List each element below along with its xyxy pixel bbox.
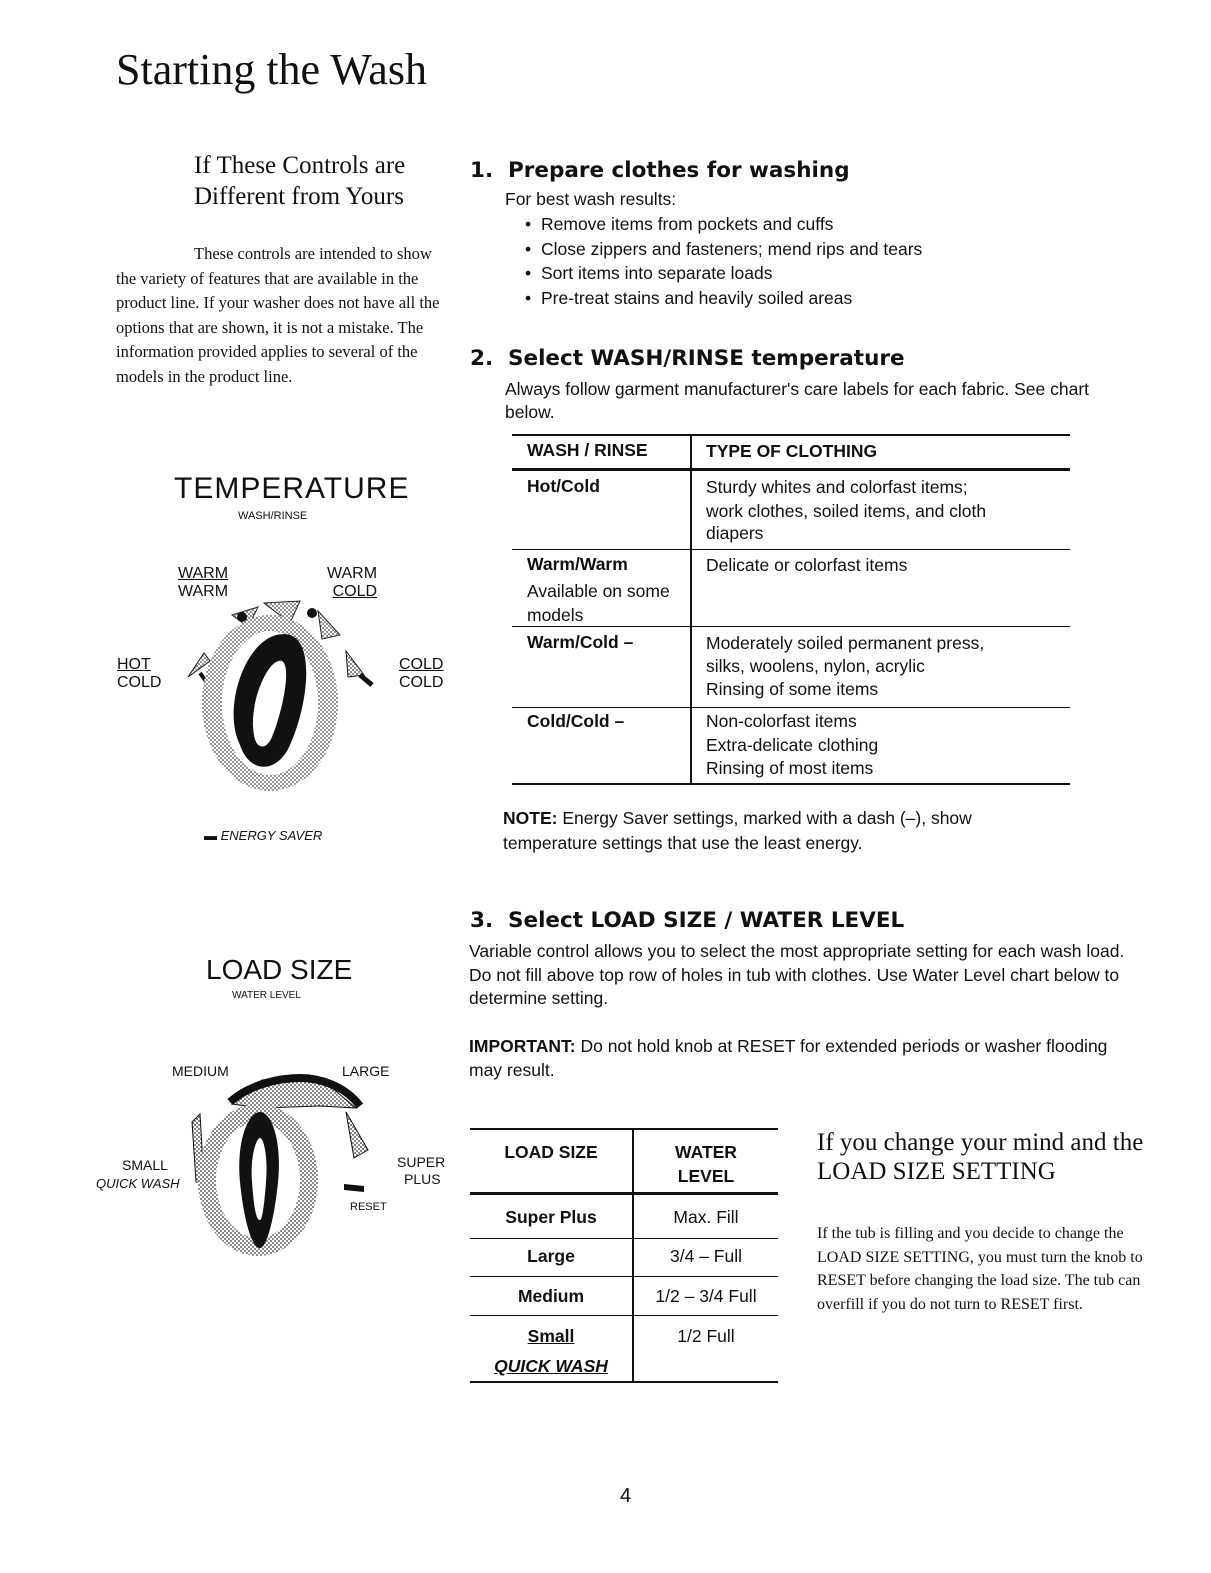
change-mind-heading: If you change your mind and the LOAD SIZE SETTING (817, 1129, 1144, 1185)
table-row-rule (512, 707, 1070, 708)
important-label: IMPORTANT: (469, 1036, 576, 1056)
table-cell: Rinsing of most items (706, 758, 874, 778)
temperature-dial-subtitle: WASH/RINSE (238, 510, 308, 522)
load-table-header-level: WATER LEVEL (675, 1142, 737, 1186)
table-cell: Warm/Cold – (527, 632, 634, 652)
dial-label-cold-cold: COLD COLD (399, 656, 444, 691)
dial-label-small: SMALL (122, 1157, 168, 1173)
table-cell: Super Plus (505, 1207, 597, 1227)
dial-label-quick-wash: QUICK WASH (96, 1176, 180, 1191)
temperature-dial-knob (150, 595, 400, 795)
list-item: • Sort items into separate loads (525, 261, 922, 286)
step1-intro: For best wash results: (505, 189, 677, 209)
step1-heading (470, 158, 850, 183)
load-size-dial-subtitle: WATER LEVEL (232, 990, 301, 1001)
step2-title: Select WASH/RINSE temperature (508, 346, 905, 371)
table-cell: 1/2 Full (677, 1326, 735, 1346)
list-item: • Pre-treat stains and heavily soiled areas (525, 286, 922, 311)
note-label: NOTE: (503, 808, 558, 828)
table-cell: diapers (706, 523, 764, 543)
table-row-rule (470, 1276, 778, 1277)
table-cell: Warm/Warm (527, 554, 628, 574)
table-row-rule (512, 626, 1070, 627)
table-top-rule (470, 1128, 778, 1130)
temperature-table (512, 432, 1072, 787)
page-title: Starting the Wash (116, 45, 427, 94)
step1-number: 1. (470, 158, 494, 183)
table-cell: Extra-delicate clothing (706, 735, 879, 755)
dial-label-hot-cold: HOT COLD (117, 656, 162, 691)
load-size-dial-knob (170, 1072, 400, 1262)
table-bottom-rule (512, 783, 1070, 785)
change-mind-body: If the tub is filling and you decide to change the LOAD SIZE SETTING, you must turn the knob to RESET before changing the load size. The tub can overfill if you do not turn to RESET first. (817, 1225, 1143, 1313)
step1-bullet-list (525, 212, 922, 310)
table-cell: Moderately soiled permanent press, (706, 633, 985, 653)
table-cell: Sturdy whites and colorfast items; (706, 477, 968, 497)
table-row-rule (512, 549, 1070, 550)
step2-number: 2. (470, 346, 494, 371)
temperature-dial-title: TEMPERATURE (174, 472, 410, 505)
temp-table-header-clothing: TYPE OF CLOTHING (706, 441, 878, 461)
table-cell: Delicate or colorfast items (706, 555, 908, 575)
dial-label-warm-cold: WARM COLD (327, 565, 378, 600)
step3-heading (470, 908, 904, 933)
table-cell: Max. Fill (673, 1207, 739, 1227)
table-cell: 1/2 – 3/4 Full (655, 1286, 757, 1306)
temp-table-header-setting: WASH / RINSE (527, 440, 648, 460)
list-item: • Remove items from pockets and cuffs (525, 212, 922, 237)
table-cell: work clothes, soiled items, and cloth (706, 501, 987, 521)
step2-text: Always follow garment manufacturer's care labels for each fabric. See chart below. (505, 379, 1090, 422)
dial-label-large: LARGE (342, 1063, 390, 1079)
step3-title: Select LOAD SIZE / WATER LEVEL (508, 908, 905, 933)
important-text: IMPORTANT: Do not hold knob at RESET for extended periods or washer flooding may result. (469, 1036, 1108, 1080)
controls-note-heading: If These Controls are Different from Yours (194, 152, 406, 210)
dial-label-plus: PLUS (404, 1171, 441, 1187)
table-row-rule (470, 1238, 778, 1239)
load-size-dial-title: LOAD SIZE (206, 954, 353, 985)
step3-number: 3. (470, 908, 494, 933)
table-cell: silks, woolens, nylon, acrylic (706, 656, 925, 676)
table-cell: Hot/Cold (527, 476, 600, 496)
dial-label-reset: RESET (350, 1201, 387, 1213)
energy-saver-legend: ▬ ENERGY SAVER (204, 828, 323, 843)
table-cell: 3/4 – Full (670, 1246, 742, 1266)
page-number: 4 (620, 1485, 632, 1507)
load-size-table (470, 1128, 780, 1388)
table-row-rule (470, 1315, 778, 1316)
dial-label-super: SUPER (397, 1154, 446, 1170)
table-cell: QUICK WASH (494, 1356, 608, 1376)
note-text: Energy Saver settings, marked with a dash (–), show temperature settings that use the least energy. (503, 808, 972, 853)
table-cell: Non-colorfast items (706, 711, 857, 731)
table-header-rule (470, 1192, 778, 1195)
table-cell: Available on some models (527, 581, 670, 625)
step1-title: Prepare clothes for washing (508, 158, 850, 183)
list-item: • Close zippers and fasteners; mend rips and tears (525, 237, 922, 262)
energy-note (503, 806, 1063, 855)
table-cell: Medium (517, 1286, 585, 1306)
table-bottom-rule (470, 1381, 778, 1383)
table-cell: Cold/Cold – (527, 711, 625, 731)
dial-label-warm-warm: WARM WARM (178, 565, 229, 600)
dial-label-medium: MEDIUM (172, 1063, 229, 1079)
step2-heading (470, 346, 905, 371)
step3-text: Variable control allows you to select the most appropriate setting for each wash load. Do not fill above top row of holes in tub with clothes. Use Water Level chart below to determine setting. (469, 941, 1125, 1008)
table-cell: Large (527, 1246, 575, 1266)
table-cell: Rinsing of some items (706, 679, 879, 699)
table-header-rule (512, 468, 1070, 471)
table-top-rule (512, 434, 1070, 436)
table-cell: Small (527, 1326, 575, 1346)
load-table-header-size: LOAD SIZE (504, 1142, 598, 1162)
controls-note-body: These controls are intended to show the variety of features that are available in the product line. If your washer does not have all the options that are shown, it is not a mistake. The information provided applies to several of the models in the product line. (116, 244, 440, 386)
table-column-divider (690, 434, 692, 784)
